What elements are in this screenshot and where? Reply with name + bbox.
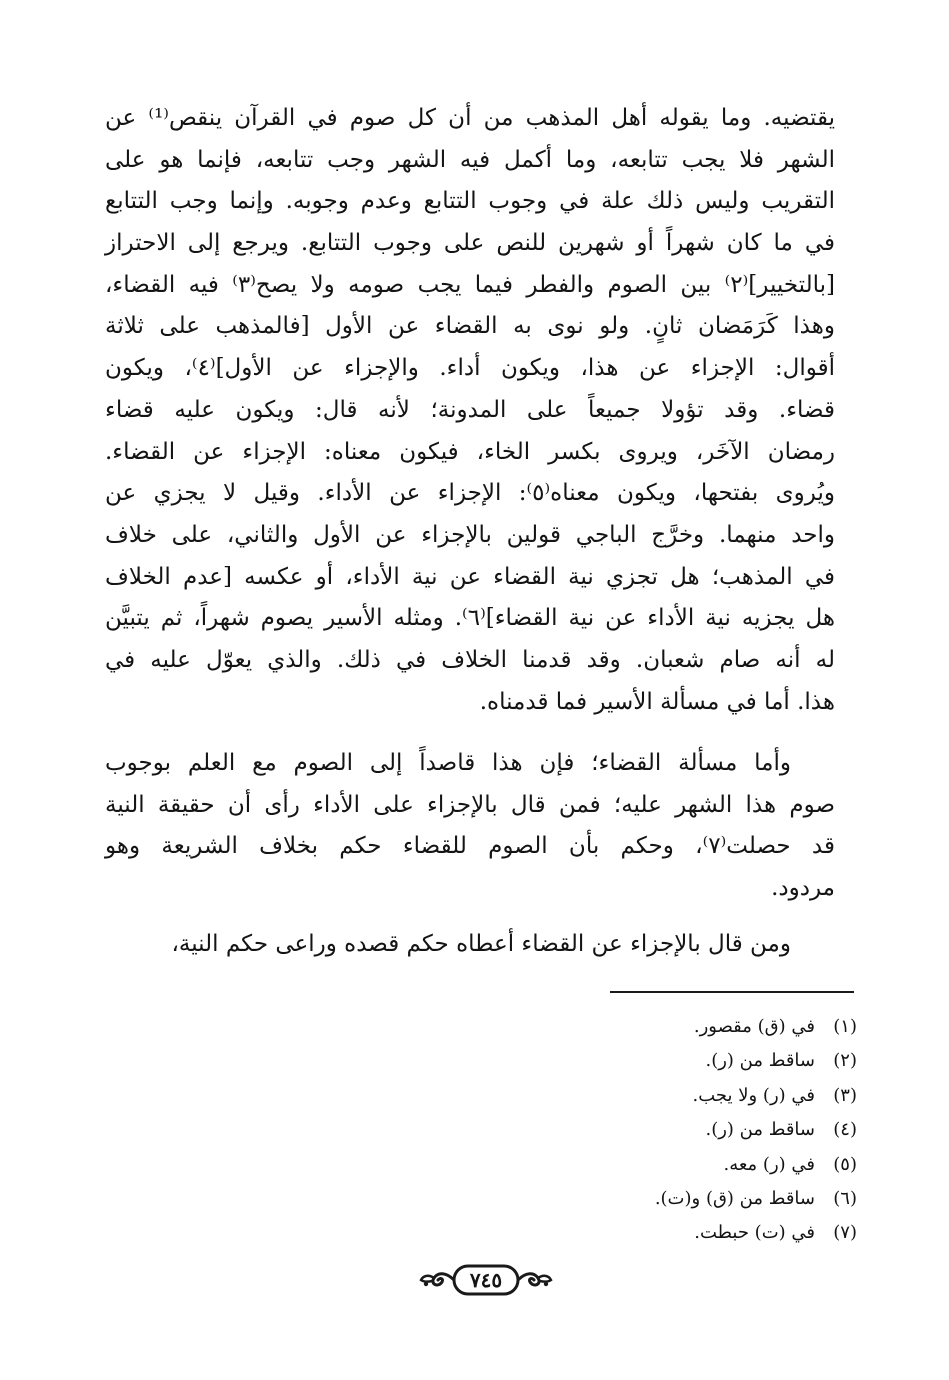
paragraph-2: [105, 743, 835, 910]
footnote-number: (٤): [833, 1119, 857, 1141]
footnote-number: (١): [833, 1016, 857, 1037]
text-line: ومن قال بالإجزاء عن القضاء أعطاه حكم قصده وراعى حكم النية،: [171, 931, 791, 957]
text-line: يقتضيه. وما يقوله أهل المذهب من أن كل صوم في القرآن ينقص⁽¹⁾ عن: [105, 105, 835, 131]
text-line: [بالتخيير]⁽٢⁾ بين الصوم والفطر فيما يجب صومه ولا يصح⁽٣⁾ فيه القضاء،: [105, 271, 835, 298]
text-line: وأما مسألة القضاء؛ فإن هذا قاصداً إلى الصوم مع العلم بوجوب: [105, 750, 791, 776]
footnote-item: [457, 1182, 857, 1216]
text-line: الشهر فلا يجب تتابعه، وما أكمل فيه الشهر وجب تتابعه، فإنما هو على: [105, 146, 835, 173]
footnote-item: [457, 1113, 857, 1147]
text-line: في ما كان شهراً أو شهرين للنص على وجوب التتابع. ويرجع إلى الاحتراز: [105, 230, 835, 257]
footnote-item: [457, 1044, 857, 1078]
footnote-item: [457, 1010, 857, 1044]
text-line: أقوال: الإجزاء عن هذا، ويكون أداء. والإجزاء عن الأول]⁽٤⁾، ويكون: [105, 355, 835, 382]
text-line: ويُروى بفتحها، ويكون معناه⁽٥⁾: الإجزاء عن الأداء. وقيل لا يجزي عن: [105, 480, 835, 507]
text-line: هل يجزيه نية الأداء عن نية القضاء]⁽٦⁾. ومثله الأسير يصوم شهراً، ثم يتبيَّن: [105, 605, 835, 632]
footnote-text: في (ت) حبطت.: [694, 1222, 815, 1244]
text-line: صوم هذا الشهر عليه؛ فمن قال بالإجزاء على الأداء رأى أن حقيقة النية: [105, 791, 835, 818]
footnote-text: في (ر) معه.: [723, 1153, 815, 1175]
page-number-ornament-icon: [418, 1262, 554, 1298]
footnote-text: ساقط من (ق) و(ت).: [654, 1187, 815, 1209]
page-number: ٧٤٥: [469, 1268, 503, 1292]
text-line: رمضان الآخَر، ويروى بكسر الخاء، فيكون معناه: الإجزاء عن القضاء.: [105, 438, 835, 465]
text-line: له أنه صام شعبان. وقد قدمنا الخلاف في ذلك. والذي يعوّل عليه في: [105, 646, 835, 673]
footnote-number: (٣): [833, 1084, 857, 1106]
footnote-item: [457, 1079, 857, 1113]
footnote-number: (٧): [833, 1222, 857, 1244]
text-line: التقريب وليس ذلك علة في وجوب التتابع وعدم وجوبه. وإنما وجب التتابع: [105, 188, 835, 215]
text-line: هذا. أما في مسألة الأسير فما قدمناه.: [479, 688, 835, 715]
footnote-number: (٥): [833, 1153, 857, 1175]
footnote-item: [457, 1216, 857, 1250]
text-line: في المذهب؛ هل تجزي نية القضاء عن نية الأداء، أو عكسه [عدم الخلاف: [105, 563, 835, 590]
footnote-text: ساقط من (ر).: [705, 1050, 815, 1072]
footnote-text: ساقط من (ر).: [705, 1119, 815, 1141]
footnote-text: في (ق) مقصور.: [693, 1016, 815, 1037]
footnote-number: (٦): [833, 1187, 857, 1209]
text-line: مردود.: [771, 875, 835, 902]
footnote-item: [457, 1148, 857, 1182]
footnote-separator: [610, 991, 854, 993]
footnote-text: في (ر) ولا يجب.: [692, 1084, 815, 1106]
paragraph-3: [105, 924, 835, 966]
text-line: وهذا كَرَمَضان ثانٍ. ولو نوى به القضاء عن الأول [فالمذهب على ثلاثة: [105, 313, 835, 340]
text-line: قضاء. وقد تؤولا جميعاً على المدونة؛ لأنه قال: ويكون عليه قضاء: [105, 396, 835, 423]
paragraph-1: [105, 98, 835, 723]
text-line: واحد منهما. وخرَّج الباجي قولين بالإجزاء عن الأول والثاني، على خلاف: [105, 521, 835, 548]
footnotes-list: [457, 1010, 857, 1251]
footnote-number: (٢): [833, 1050, 857, 1072]
text-line: قد حصلت⁽٧⁾، وحكم بأن الصوم للقضاء حكم بخلاف الشريعة وهو: [105, 833, 835, 860]
